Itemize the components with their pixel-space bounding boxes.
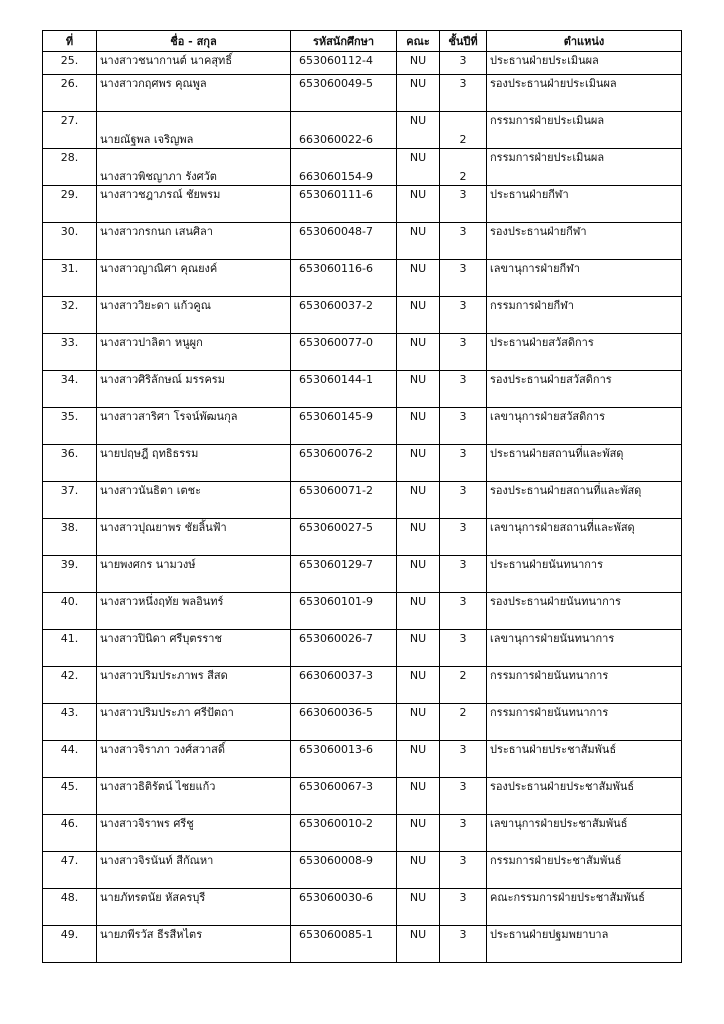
table-row [43, 112, 682, 149]
table-row [43, 667, 682, 704]
year-level-cell: 2 [440, 112, 487, 149]
student-id-cell: 653060101-9 [291, 593, 397, 630]
row-number-cell: 35. [43, 408, 97, 445]
table-row [43, 926, 682, 963]
faculty-cell: NU [397, 75, 440, 112]
faculty-cell: NU [397, 408, 440, 445]
row-number-cell: 49. [43, 926, 97, 963]
position-cell: รองประธานฝ่ายสถานที่และพัสดุ [487, 482, 682, 519]
row-number-cell: 33. [43, 334, 97, 371]
student-name-cell: นายภพีรวัส ธีรสีหไตร [97, 926, 291, 963]
row-number-cell: 45. [43, 778, 97, 815]
row-number-cell: 40. [43, 593, 97, 630]
student-name-cell: นางสาววิยะดา แก้วคูณ [97, 297, 291, 334]
year-level-cell: 3 [440, 334, 487, 371]
student-id-cell: 653060049-5 [291, 75, 397, 112]
position-cell: เลขานุการฝ่ายนันทนาการ [487, 630, 682, 667]
table-header-row [43, 31, 682, 52]
student-id-cell: 653060085-1 [291, 926, 397, 963]
student-name-cell: นางสาวปริมประภาพร สีสด [97, 667, 291, 704]
table-row [43, 223, 682, 260]
student-id-cell: 653060144-1 [291, 371, 397, 408]
row-number-cell: 42. [43, 667, 97, 704]
year-level-cell: 3 [440, 371, 487, 408]
position-cell: ประธานฝ่ายนันทนาการ [487, 556, 682, 593]
table-row [43, 52, 682, 75]
student-name-cell: นางสาวชฎาภรณ์ ชัยพรม [97, 186, 291, 223]
table-row [43, 482, 682, 519]
faculty-cell: NU [397, 926, 440, 963]
table-row [43, 408, 682, 445]
student-name-cell: นางสาวปริมประภา ศรีปัตถา [97, 704, 291, 741]
year-level-cell: 2 [440, 704, 487, 741]
student-name-cell: นางสาวหนึ่งฤทัย พลอินทร์ [97, 593, 291, 630]
student-id-cell: 653060067-3 [291, 778, 397, 815]
position-cell: กรรมการฝ่ายนันทนาการ [487, 704, 682, 741]
header-no: ที่ [43, 31, 97, 52]
row-number-cell: 32. [43, 297, 97, 334]
year-level-cell: 3 [440, 593, 487, 630]
faculty-cell: NU [397, 297, 440, 334]
row-number-cell: 47. [43, 852, 97, 889]
faculty-cell: NU [397, 112, 440, 149]
header-position: ตำแหน่ง [487, 31, 682, 52]
year-level-cell: 3 [440, 815, 487, 852]
year-level-cell: 3 [440, 519, 487, 556]
faculty-cell: NU [397, 186, 440, 223]
student-name-cell: นางสาวปินิดา ศรีบุตรราช [97, 630, 291, 667]
position-cell: รองประธานฝ่ายกีฬา [487, 223, 682, 260]
faculty-cell: NU [397, 630, 440, 667]
year-level-cell: 3 [440, 482, 487, 519]
table-row [43, 630, 682, 667]
table-row [43, 778, 682, 815]
position-cell: คณะกรรมการฝ่ายประชาสัมพันธ์ [487, 889, 682, 926]
year-level-cell: 3 [440, 889, 487, 926]
faculty-cell: NU [397, 223, 440, 260]
table-row [43, 593, 682, 630]
year-level-cell: 2 [440, 667, 487, 704]
row-number-cell: 34. [43, 371, 97, 408]
student-id-cell: 653060013-6 [291, 741, 397, 778]
table-row [43, 815, 682, 852]
student-name-cell: นายปฤษฎี ฤทธิธรรม [97, 445, 291, 482]
student-id-cell: 653060008-9 [291, 852, 397, 889]
year-level-cell: 3 [440, 556, 487, 593]
year-level-cell: 3 [440, 186, 487, 223]
position-cell: ประธานฝ่ายสวัสดิการ [487, 334, 682, 371]
position-cell: เลขานุการฝ่ายสวัสดิการ [487, 408, 682, 445]
row-number-cell: 36. [43, 445, 97, 482]
year-level-cell: 3 [440, 260, 487, 297]
faculty-cell: NU [397, 445, 440, 482]
year-level-cell: 3 [440, 297, 487, 334]
position-cell: ประธานฝ่ายสถานที่และพัสดุ [487, 445, 682, 482]
student-name-cell: นางสาวนันธิตา เตชะ [97, 482, 291, 519]
student-id-cell: 663060036-5 [291, 704, 397, 741]
year-level-cell: 3 [440, 926, 487, 963]
student-id-cell: 663060022-6 [291, 112, 397, 149]
position-cell: กรรมการฝ่ายกีฬา [487, 297, 682, 334]
student-id-cell: 663060037-3 [291, 667, 397, 704]
faculty-cell: NU [397, 667, 440, 704]
student-name-cell: นางสาวจิราภา วงศ์สวาสดิ์ [97, 741, 291, 778]
student-name-cell: นางสาวจิราพร ศรีชู [97, 815, 291, 852]
position-cell: รองประธานฝ่ายสวัสดิการ [487, 371, 682, 408]
student-id-cell: 653060071-2 [291, 482, 397, 519]
student-id-cell: 653060026-7 [291, 630, 397, 667]
faculty-cell: NU [397, 482, 440, 519]
student-name-cell: นางสาวปาลิตา หนูผูก [97, 334, 291, 371]
year-level-cell: 3 [440, 52, 487, 75]
position-cell: รองประธานฝ่ายประเมินผล [487, 75, 682, 112]
table-row [43, 852, 682, 889]
year-level-cell: 3 [440, 223, 487, 260]
table-row [43, 556, 682, 593]
position-cell: กรรมการฝ่ายประเมินผล [487, 149, 682, 186]
row-number-cell: 27. [43, 112, 97, 149]
table-row [43, 445, 682, 482]
table-row [43, 260, 682, 297]
table-row [43, 889, 682, 926]
student-id-cell: 653060111-6 [291, 186, 397, 223]
faculty-cell: NU [397, 334, 440, 371]
faculty-cell: NU [397, 519, 440, 556]
position-cell: เลขานุการฝ่ายประชาสัมพันธ์ [487, 815, 682, 852]
year-level-cell: 3 [440, 852, 487, 889]
student-name-cell: นายณัฐพล เจริญพล [97, 112, 291, 149]
row-number-cell: 41. [43, 630, 97, 667]
header-student-id: รหัสนักศึกษา [291, 31, 397, 52]
student-id-cell: 653060030-6 [291, 889, 397, 926]
faculty-cell: NU [397, 149, 440, 186]
row-number-cell: 29. [43, 186, 97, 223]
faculty-cell: NU [397, 778, 440, 815]
table-row [43, 297, 682, 334]
faculty-cell: NU [397, 815, 440, 852]
student-id-cell: 653060027-5 [291, 519, 397, 556]
table-row [43, 519, 682, 556]
position-cell: เลขานุการฝ่ายสถานที่และพัสดุ [487, 519, 682, 556]
student-id-cell: 653060077-0 [291, 334, 397, 371]
faculty-cell: NU [397, 371, 440, 408]
position-cell: รองประธานฝ่ายประชาสัมพันธ์ [487, 778, 682, 815]
student-id-cell: 653060076-2 [291, 445, 397, 482]
row-number-cell: 26. [43, 75, 97, 112]
position-cell: ประธานฝ่ายประชาสัมพันธ์ [487, 741, 682, 778]
row-number-cell: 28. [43, 149, 97, 186]
table-row [43, 704, 682, 741]
student-id-cell: 653060048-7 [291, 223, 397, 260]
row-number-cell: 37. [43, 482, 97, 519]
student-name-cell: นางสาวศิริลักษณ์ มรรครม [97, 371, 291, 408]
row-number-cell: 25. [43, 52, 97, 75]
student-name-cell: นายภัทรตนัย หัสครบุรี [97, 889, 291, 926]
student-name-cell: นางสาวสาริศา โรจน์พัฒนกุล [97, 408, 291, 445]
student-name-cell: นางสาวกฤศพร คุณพูล [97, 75, 291, 112]
student-id-cell: 663060154-9 [291, 149, 397, 186]
student-name-cell: นางสาวญาณิศา คุณยงค์ [97, 260, 291, 297]
year-level-cell: 3 [440, 778, 487, 815]
student-id-cell: 653060037-2 [291, 297, 397, 334]
row-number-cell: 48. [43, 889, 97, 926]
student-id-cell: 653060116-6 [291, 260, 397, 297]
row-number-cell: 38. [43, 519, 97, 556]
row-number-cell: 44. [43, 741, 97, 778]
row-number-cell: 31. [43, 260, 97, 297]
faculty-cell: NU [397, 52, 440, 75]
header-year: ชั้นปีที่ [440, 31, 487, 52]
year-level-cell: 3 [440, 445, 487, 482]
faculty-cell: NU [397, 260, 440, 297]
position-cell: รองประธานฝ่ายนันทนาการ [487, 593, 682, 630]
faculty-cell: NU [397, 889, 440, 926]
position-cell: เลขานุการฝ่ายกีฬา [487, 260, 682, 297]
student-id-cell: 653060129-7 [291, 556, 397, 593]
table-row [43, 75, 682, 112]
position-cell: กรรมการฝ่ายประเมินผล [487, 112, 682, 149]
faculty-cell: NU [397, 852, 440, 889]
row-number-cell: 39. [43, 556, 97, 593]
student-name-cell: นายพงศกร นามวงษ์ [97, 556, 291, 593]
student-id-cell: 653060112-4 [291, 52, 397, 75]
student-name-cell: นางสาวธิติรัตน์ ไชยแก้ว [97, 778, 291, 815]
student-name-cell: นางสาวชนากานต์ นาคสุทธิ์ [97, 52, 291, 75]
table-row [43, 741, 682, 778]
year-level-cell: 3 [440, 408, 487, 445]
faculty-cell: NU [397, 741, 440, 778]
year-level-cell: 3 [440, 741, 487, 778]
student-name-cell: นางสาวจิรนันท์ สีกัณหา [97, 852, 291, 889]
table-row [43, 186, 682, 223]
faculty-cell: NU [397, 704, 440, 741]
position-cell: ประธานฝ่ายประเมินผล [487, 52, 682, 75]
year-level-cell: 3 [440, 75, 487, 112]
student-name-cell: นางสาวปุณยาพร ชัยลิ้นฟ้า [97, 519, 291, 556]
position-cell: ประธานฝ่ายปฐมพยาบาล [487, 926, 682, 963]
student-id-cell: 653060010-2 [291, 815, 397, 852]
position-cell: กรรมการฝ่ายนันทนาการ [487, 667, 682, 704]
row-number-cell: 46. [43, 815, 97, 852]
header-name: ชื่อ - สกุล [97, 31, 291, 52]
committee-table [42, 30, 682, 963]
header-faculty: คณะ [397, 31, 440, 52]
position-cell: ประธานฝ่ายกีฬา [487, 186, 682, 223]
table-row [43, 334, 682, 371]
student-name-cell: นางสาวกรกนก เสนศิลา [97, 223, 291, 260]
student-id-cell: 653060145-9 [291, 408, 397, 445]
year-level-cell: 3 [440, 630, 487, 667]
faculty-cell: NU [397, 593, 440, 630]
year-level-cell: 2 [440, 149, 487, 186]
faculty-cell: NU [397, 556, 440, 593]
row-number-cell: 30. [43, 223, 97, 260]
table-row [43, 149, 682, 186]
student-name-cell: นางสาวพิชญาภา รังศวัต [97, 149, 291, 186]
table-row [43, 371, 682, 408]
row-number-cell: 43. [43, 704, 97, 741]
position-cell: กรรมการฝ่ายประชาสัมพันธ์ [487, 852, 682, 889]
